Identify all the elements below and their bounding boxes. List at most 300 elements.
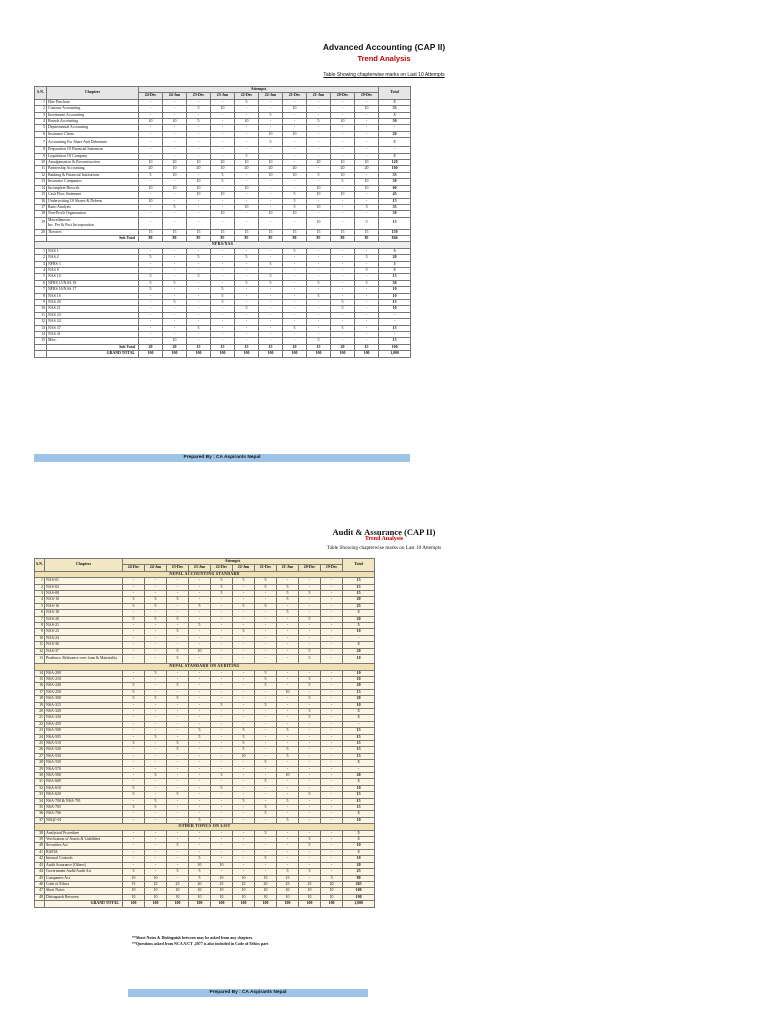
mark-cell: - [235,274,259,280]
mark-cell: - [255,696,277,702]
mark-cell: - [321,798,343,804]
row-number: 43 [35,862,45,868]
mark-cell: 5 [259,280,283,286]
mark-cell: 5 [123,869,145,875]
mark-cell: - [331,211,355,217]
mark-cell: 10 [307,185,331,191]
mark-cell: 15 [283,229,307,235]
mark-cell: 5 [167,648,189,654]
mark-cell: - [123,610,145,616]
row-number: 27 [35,753,45,759]
mark-cell: - [189,792,211,798]
mark-cell: - [307,332,331,338]
mark-cell: - [307,267,331,273]
mark-cell: - [321,702,343,708]
chapter-name: Underwriting Of Shares & Debens [47,198,139,204]
mark-cell: - [321,655,343,664]
row-number: 22 [35,721,45,727]
mark-cell: - [189,670,211,676]
mark-cell: - [355,99,379,105]
mark-cell: - [321,811,343,817]
mark-cell: 5 [189,875,211,881]
mark-cell: 25 [277,881,299,887]
mark-cell: 15 [307,229,331,235]
mark-cell: - [233,856,255,862]
total-mark-cell: 85 [235,235,259,241]
mark-cell: - [331,338,355,344]
total-label: Sub Total [47,344,139,350]
mark-cell: - [145,766,167,772]
mark-cell: 10 [235,119,259,125]
mark-cell: - [167,862,189,868]
total-cell: 15 [343,747,375,753]
mark-cell: 5 [321,875,343,881]
mark-cell: - [139,125,163,131]
mark-cell: 5 [189,856,211,862]
row-number: 15 [35,676,45,682]
mark-cell: 10 [187,192,211,198]
mark-cell: - [211,747,233,753]
mark-cell: - [255,740,277,746]
mark-cell: - [321,856,343,862]
mark-cell: - [211,670,233,676]
mark-cell: 5 [167,792,189,798]
mark-cell: 5 [233,629,255,635]
mark-cell: - [355,153,379,159]
attempt-column-header: 24-Jun [145,565,167,571]
chapter-name: NAS 2 [47,255,139,261]
mark-cell: - [233,696,255,702]
mark-cell: 5 [163,280,187,286]
mark-cell: - [233,721,255,727]
mark-cell: - [189,702,211,708]
mark-cell: - [211,267,235,273]
mark-cell: - [277,760,299,766]
mark-cell: 15 [211,229,235,235]
mark-cell: - [139,179,163,185]
mark-cell: - [145,862,167,868]
mark-cell: - [277,856,299,862]
mark-cell: - [277,805,299,811]
mark-cell: - [307,106,331,112]
mark-cell: - [211,715,233,721]
mark-cell: - [233,792,255,798]
page-advanced-accounting [0,0,768,505]
mark-cell: - [189,683,211,689]
row-number: 31 [35,779,45,785]
mark-cell: - [299,740,321,746]
attempt-column-header: 22-Dec [235,93,259,99]
mark-cell: - [211,869,233,875]
mark-cell: - [211,99,235,105]
mark-cell: - [307,300,331,306]
mark-cell: - [187,319,211,325]
mark-cell: 10 [299,894,321,900]
row-number: 33 [35,792,45,798]
mark-cell: - [233,817,255,823]
grand-total-cell: 840 [379,235,411,241]
chapter-name: NAS 1 [47,248,139,254]
total-cell: 45 [379,192,411,198]
mark-cell: 10 [163,166,187,172]
row-number: 8 [35,623,45,629]
total-mark-cell: 100 [139,351,163,357]
mark-cell: - [145,728,167,734]
mark-cell: 5 [167,683,189,689]
mark-cell: - [355,274,379,280]
mark-cell: - [235,147,259,153]
mark-cell: 20 [321,881,343,887]
mark-cell: 10 [255,888,277,894]
mark-cell: - [123,702,145,708]
total-cell: - [343,766,375,772]
chapter-name: NAS-10 [45,597,123,603]
mark-cell: - [145,856,167,862]
row-number: 12 [35,319,47,325]
total-cell: 10 [343,702,375,708]
mark-cell: - [145,683,167,689]
row-number: 20 [35,229,47,235]
mark-cell: 25 [145,881,167,887]
mark-cell: - [321,740,343,746]
mark-cell: - [283,274,307,280]
chapter-name: Distinguish Between [45,894,123,900]
mark-cell: - [123,629,145,635]
total-cell: 30 [379,211,411,217]
mark-cell: 10 [139,119,163,125]
mark-cell: 5 [235,280,259,286]
mark-cell: - [277,792,299,798]
mark-cell: - [123,635,145,641]
mark-cell: - [321,584,343,590]
mark-cell: - [211,248,235,254]
chapter-name: Partnership Accounting [47,166,139,172]
mark-cell: - [187,300,211,306]
row-number: 14 [35,670,45,676]
mark-cell: 5 [167,696,189,702]
mark-cell: - [235,293,259,299]
total-row [35,901,375,907]
mark-cell: - [299,689,321,695]
mark-cell: 10 [283,211,307,217]
mark-cell: - [145,648,167,654]
mark-cell: - [283,312,307,318]
mark-cell: - [321,734,343,740]
mark-cell: - [299,760,321,766]
mark-cell: - [189,747,211,753]
mark-cell: 10 [259,131,283,137]
mark-cell: 10 [355,160,379,166]
total-cell: 10 [343,817,375,823]
mark-cell: - [167,760,189,766]
total-cell: 80 [343,875,375,881]
chapter-name: NAS 41 [47,332,139,338]
mark-cell: - [255,792,277,798]
mark-cell: 5 [211,702,233,708]
row-number: 16 [35,683,45,689]
mark-cell: - [331,125,355,131]
mark-cell: - [355,293,379,299]
attempt-column-header: 22-Jun [259,93,283,99]
mark-cell: - [145,849,167,855]
mark-cell: - [255,629,277,635]
mark-cell: - [277,642,299,648]
mark-cell: - [233,760,255,766]
mark-cell: - [233,642,255,648]
total-cell: 10 [343,655,375,664]
mark-cell: 20 [355,166,379,172]
mark-cell: 10 [259,211,283,217]
total-cell: 25 [343,603,375,609]
total-cell: 35 [379,204,411,210]
mark-cell: - [211,616,233,622]
mark-cell: 10 [235,185,259,191]
chapter-name: NSA-700 & NSA-701 [45,798,123,804]
marks-table [34,86,411,358]
chapter-name: NAS-08 [45,591,123,597]
total-cell: - [379,332,411,338]
row-number: 8 [35,147,47,153]
mark-cell: - [255,635,277,641]
mark-cell: 10 [189,888,211,894]
mark-cell: - [163,261,187,267]
total-cell: 10 [343,856,375,862]
mark-cell: - [307,255,331,261]
total-cell: 100 [343,888,375,894]
mark-cell: - [123,753,145,759]
row-number: 10 [35,306,47,312]
mark-cell: - [187,280,211,286]
mark-cell: - [255,610,277,616]
mark-cell: 5 [123,805,145,811]
mark-cell: 5 [255,603,277,609]
mark-cell: - [163,287,187,293]
chapter-name: NSA-705 [45,805,123,811]
mark-cell: - [233,676,255,682]
total-cell: 5 [343,849,375,855]
mark-cell: 5 [211,300,235,306]
mark-cell: 5 [233,747,255,753]
mark-cell: - [139,306,163,312]
mark-cell: - [145,708,167,714]
mark-cell: - [331,106,355,112]
mark-cell: 5 [211,287,235,293]
mark-cell: - [145,721,167,727]
total-cell: 5 [343,837,375,843]
chapter-name: NAS-18 [45,610,123,616]
mark-cell: - [321,642,343,648]
total-cell: 5 [343,623,375,629]
mark-cell: - [167,670,189,676]
mark-cell: - [211,597,233,603]
mark-cell: - [145,702,167,708]
mark-cell: - [331,267,355,273]
mark-cell: - [145,792,167,798]
total-cell: 5 [379,99,411,105]
mark-cell: - [235,211,259,217]
mark-cell: - [255,642,277,648]
mark-cell: 10 [331,119,355,125]
mark-cell: - [283,179,307,185]
mark-cell: - [259,312,283,318]
total-mark-cell: 20 [331,344,355,350]
mark-cell: 5 [211,773,233,779]
mark-cell: 10 [139,160,163,166]
row-number: 4 [35,119,47,125]
mark-cell: 5 [211,578,233,584]
mark-cell: - [189,642,211,648]
mark-cell: - [145,578,167,584]
mark-cell: - [277,715,299,721]
total-cell: 5 [343,760,375,766]
mark-cell: 10 [233,753,255,759]
mark-cell: - [211,610,233,616]
row-number: 30 [35,773,45,779]
row-number: 48 [35,894,45,900]
total-mark-cell: 100 [211,351,235,357]
mark-cell: - [139,112,163,118]
mark-cell: - [123,811,145,817]
mark-cell: - [355,119,379,125]
mark-cell: - [259,153,283,159]
mark-cell: - [255,798,277,804]
mark-cell: - [321,578,343,584]
mark-cell: - [123,862,145,868]
mark-cell: - [331,293,355,299]
mark-cell: - [321,629,343,635]
mark-cell: - [235,287,259,293]
mark-cell: - [187,332,211,338]
mark-cell: - [189,773,211,779]
row-number: 7 [35,287,47,293]
chapter-name: BAFIA [45,849,123,855]
total-cell: 5 [379,112,411,118]
row-number: 5 [35,274,47,280]
mark-cell: - [259,179,283,185]
chapter-name: NAS-36 [45,642,123,648]
chapter-name: NSA-570 [45,766,123,772]
mark-cell: - [233,785,255,791]
mark-cell: - [321,849,343,855]
mark-cell: 15 [255,875,277,881]
mark-cell: - [235,319,259,325]
mark-cell: - [307,306,331,312]
mark-cell: - [163,147,187,153]
mark-cell: - [189,753,211,759]
table-row [35,655,375,664]
row-number: 34 [35,798,45,804]
mark-cell: - [277,616,299,622]
mark-cell: 5 [189,817,211,823]
mark-cell: - [189,597,211,603]
mark-cell: - [283,125,307,131]
chapter-name: Accounting For Share And Debenture [47,138,139,147]
mark-cell: - [331,204,355,210]
chapter-name: Audit Assurance (Others) [45,862,123,868]
mark-cell: - [233,683,255,689]
row-number: 10 [35,635,45,641]
mark-cell: 5 [123,792,145,798]
mark-cell: 5 [187,106,211,112]
mark-cell: 5 [233,578,255,584]
mark-cell: 5 [277,753,299,759]
mark-cell: - [277,635,299,641]
mark-cell: 5 [299,837,321,843]
mark-cell: - [355,211,379,217]
mark-cell: - [255,597,277,603]
mark-cell: - [139,312,163,318]
mark-cell: 5 [123,740,145,746]
mark-cell: - [187,217,211,229]
total-cell: 15 [343,805,375,811]
mark-cell: - [189,696,211,702]
attempt-column-header: 22-Jun [233,565,255,571]
total-cell: 10 [379,306,411,312]
mark-cell: - [139,147,163,153]
chapter-name: NSA-706 [45,811,123,817]
row-number: 15 [35,192,47,198]
mark-cell: 5 [189,869,211,875]
total-cell: 20 [343,696,375,702]
mark-cell: 5 [255,683,277,689]
mark-cell: 5 [167,616,189,622]
mark-cell: 10 [189,862,211,868]
mark-cell: - [145,642,167,648]
chapter-name: Ratio Analysis [47,204,139,210]
mark-cell: - [123,721,145,727]
mark-cell: - [167,785,189,791]
total-cell: 120 [379,160,411,166]
mark-cell: 5 [233,740,255,746]
mark-cell: - [123,760,145,766]
mark-cell: 10 [233,888,255,894]
mark-cell: - [163,248,187,254]
mark-cell: 5 [307,280,331,286]
mark-cell: - [211,204,235,210]
mark-cell: - [211,849,233,855]
total-cell: 15 [343,689,375,695]
mark-cell: 5 [167,843,189,849]
mark-cell: 5 [187,255,211,261]
mark-cell: - [299,875,321,881]
mark-cell: - [277,702,299,708]
mark-cell: 5 [277,591,299,597]
mark-cell: - [233,597,255,603]
mark-cell: 15 [355,229,379,235]
section-title: NEPAL ACCOUNTING STANDARD [35,571,375,577]
mark-cell: - [299,728,321,734]
chapter-name: Branch Accounting [47,119,139,125]
mark-cell: - [139,138,163,147]
mark-cell: - [299,766,321,772]
mark-cell: 5 [277,584,299,590]
mark-cell: 20 [235,166,259,172]
total-mark-cell: 15 [235,344,259,350]
mark-cell: - [211,642,233,648]
mark-cell: - [145,837,167,843]
mark-cell: 10 [211,875,233,881]
footer-band: Prepared By : CA Aspirants Nepal [128,989,368,997]
mark-cell: 5 [167,597,189,603]
mark-cell: - [163,198,187,204]
mark-cell: - [211,817,233,823]
mark-cell: - [307,125,331,131]
mark-cell: - [211,798,233,804]
mark-cell: - [189,635,211,641]
chapter-name: NAS-20 [45,616,123,622]
attempt-column-header: 21-Dec [283,93,307,99]
mark-cell: - [167,635,189,641]
